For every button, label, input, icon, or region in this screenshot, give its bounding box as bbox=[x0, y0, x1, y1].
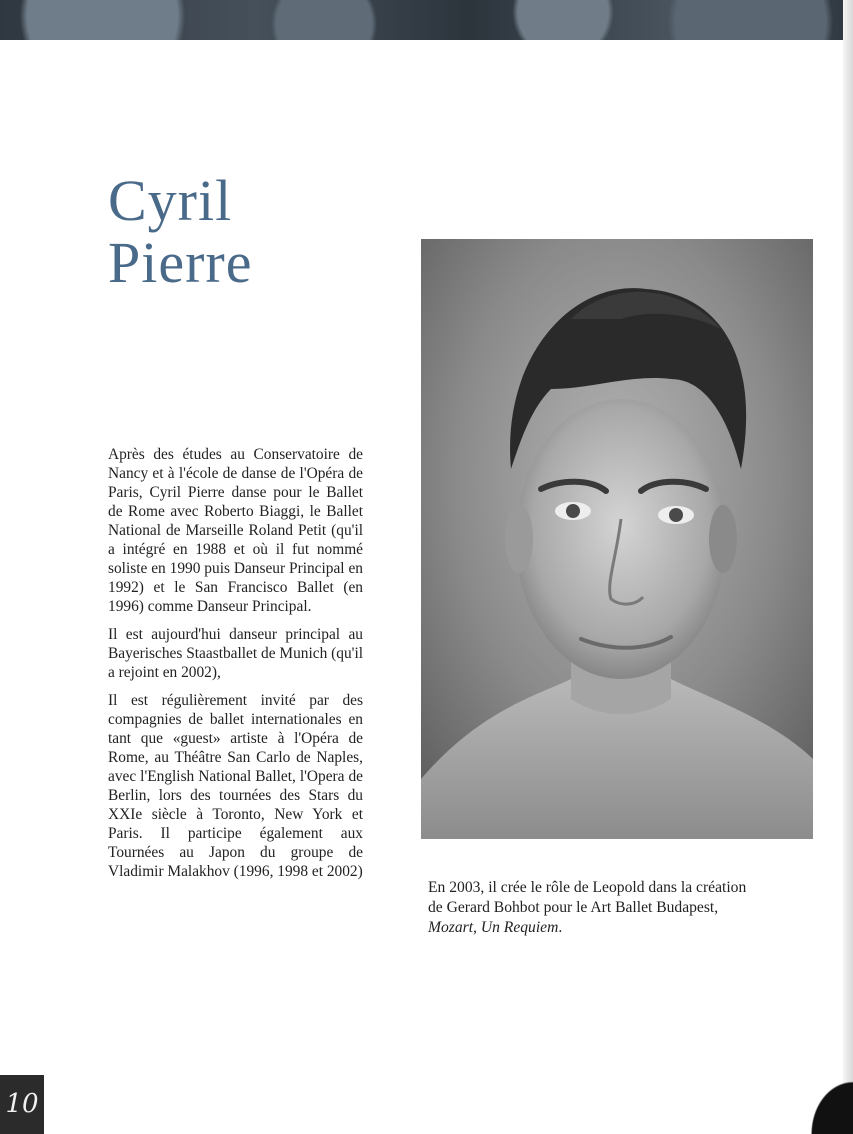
portrait-photo bbox=[421, 239, 813, 839]
page-title bbox=[108, 170, 253, 294]
bio-paragraph-3: Il est régulièrement invité par des compagnies de ballet internationales en tant que «guest» artiste à l'Opéra de Rome, au Théâtre San Carlo de Naples, avec l'English National Ballet, l'Opera de Berlin, lors des tournées des Stars du XXIe siècle à Toronto, New York et Paris. Il participe également aux Tournées au Japon du groupe de Vladimir Malakhov (1996, 1998 et 2002) bbox=[108, 692, 363, 880]
caption-work-title: Mozart, Un Requiem bbox=[428, 919, 559, 936]
bio-paragraph-1: Après des études au Conservatoire de Nancy et à l'école de danse de l'Opéra de Paris, Cyril Pierre danse pour le Ballet de Rome avec Roberto Biaggi, le Ballet National de Marseille Roland Petit (qu'il a intégré en 1988 et où il fut nommé soliste en 1990 puis Danseur Principal en 1992) et le San Francisco Ballet (en 1996) comme Danseur Principal. bbox=[108, 446, 363, 615]
corner-shadow bbox=[805, 1074, 853, 1134]
page-number: 10 bbox=[0, 1075, 44, 1134]
bio-paragraph-2: Il est aujourd'hui danseur principal au Bayerisches Staastballet de Munich (qu'il a rejoint en 2002), bbox=[108, 626, 363, 681]
title-first-name: Cyril bbox=[108, 168, 233, 233]
page-edge bbox=[843, 0, 853, 1134]
biography bbox=[108, 445, 363, 890]
photo-caption bbox=[428, 878, 758, 938]
portrait-illustration bbox=[421, 239, 813, 839]
caption-text: En 2003, il crée le rôle de Leopold dans la création de Gerard Bohbot pour le Art Ballet Budapest, bbox=[428, 879, 747, 916]
decorative-top-band bbox=[0, 0, 853, 40]
caption-end: . bbox=[558, 919, 563, 936]
title-last-name: Pierre bbox=[108, 230, 253, 295]
